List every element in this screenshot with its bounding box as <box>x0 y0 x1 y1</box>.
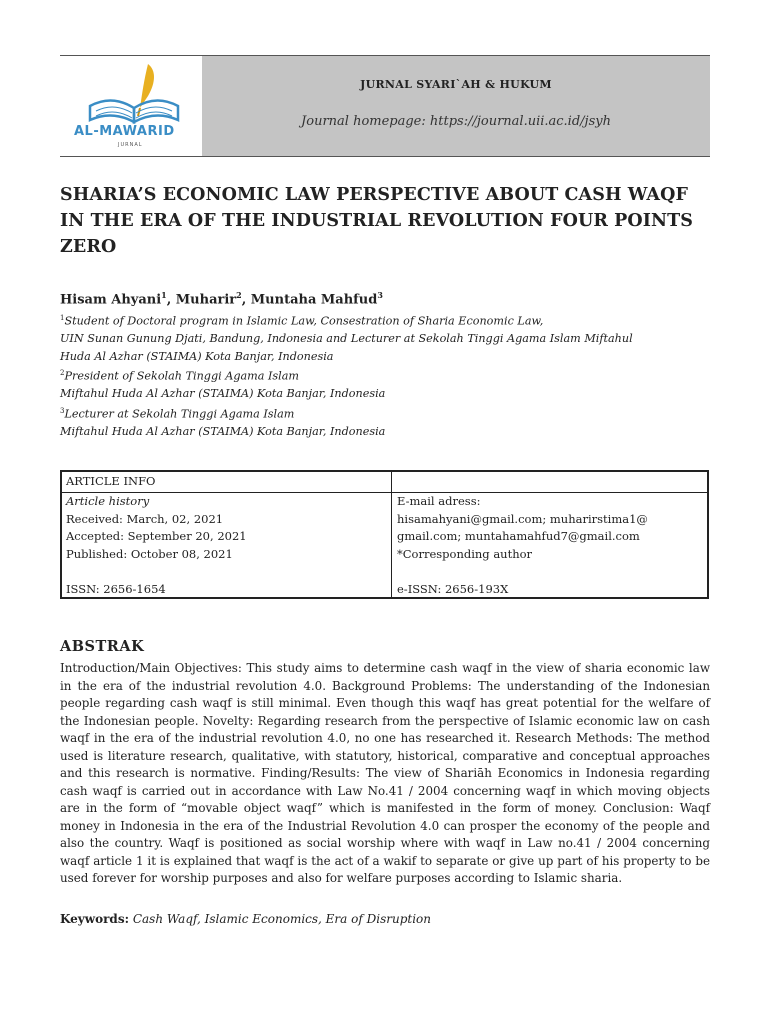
keywords <box>60 912 431 926</box>
eissn: e-ISSN: 2656-193X <box>397 581 509 596</box>
affiliation-line: UIN Sunan Gunung Djati, Bandung, Indonesia and Lecturer at Sekolah Tinggi Agama Islam Miftahul <box>60 332 633 346</box>
open-book-quill-icon <box>60 56 202 156</box>
logo-wordmark: AL-MAWARID <box>74 124 175 139</box>
author-affiliation-marker: 3 <box>377 290 383 300</box>
author-name: Muntaha Mahfud <box>250 292 378 308</box>
journal-header <box>60 55 710 157</box>
affiliation-line: $^3$Lecturer at Sekolah Tinggi Agama Islam <box>60 406 295 421</box>
journal-info-panel <box>202 56 710 156</box>
journal-homepage[interactable]: Journal homepage: https://journal.uii.ac.id/jsyh <box>301 114 611 129</box>
email-label: E-mail adress: <box>397 494 481 508</box>
abstract-body: Introduction/Main Objectives: This study aims to determine cash waqf in the view of sharia economic law in the era of the industrial revolution 4.0. Background Problems: The understanding of the Indonesian people regarding cash waqf is still minimal. Even though this waqf has great potential for the welfare of the Indonesian people. Novelty: Regarding research from the perspective of Islamic economic law on cash waqf in the era of the industrial revolution 4.0, no one has researched it. Research Methods: The method used is literature research, qualitative, with statutory, historical, comparative and conceptual approaches and this research is normative. Finding/Results: The view of Shariāh Economics in Indonesia regarding cash waqf is carried out in accordance with Law No.41 / 2004 concerning waqf in which moving objects are in the form of “movable object waqf” which is manifested in the form of money. Conclusion: Waqf money in Indonesia in the era of the Industrial Revolution 4.0 can prosper the economy of the people and also the country. Waqf is positioned as social worship where with waqf in Law no.41 / 2004 concerning waqf article 1 it is explained that waqf is the act of a wakif to separate or give up part of his property to be used forever for worship purposes and also for welfare purposes according to Islamic sharia. <box>60 661 710 885</box>
affiliation-line: Miftahul Huda Al Azhar (STAIMA) Kota Banjar, Indonesia <box>60 425 386 439</box>
author-list: Hisam Ahyani$^1$, Muharir$^2$, Muntaha Mahfud$^3$ <box>60 290 383 308</box>
article-history <box>66 493 386 598</box>
affiliation-marker: 2 <box>60 369 65 378</box>
issn: ISSN: 2656-1654 <box>66 581 166 596</box>
email-line-1[interactable]: hisamahyani@gmail.com; muharirstima1@ <box>397 511 648 526</box>
author-affiliation-marker: 2 <box>236 290 242 300</box>
corresponding-author: *Corresponding author <box>397 546 533 561</box>
abstract-heading: ABSTRAK <box>60 638 145 655</box>
author-affiliation-marker: 1 <box>161 290 167 300</box>
affiliations <box>60 310 720 441</box>
affiliation-marker: 3 <box>60 406 65 415</box>
article-title: SHARIA’S ECONOMIC LAW PERSPECTIVE ABOUT CASH WAQF IN THE ERA OF THE INDUSTRIAL REVOLUTION FOUR POINTS ZERO <box>60 185 694 257</box>
author-name: Hisam Ahyani <box>60 292 162 308</box>
article-info-header <box>62 472 707 493</box>
published-date: Published: October 08, 2021 <box>66 546 233 561</box>
table-divider <box>391 472 392 597</box>
contact-info <box>397 493 707 598</box>
accepted-date: Accepted: September 20, 2021 <box>66 529 247 543</box>
received-date: Received: March, 02, 2021 <box>66 511 224 526</box>
email-line-2[interactable]: gmail.com; muntahamahfud7@gmail.com <box>397 529 640 543</box>
journal-name: JURNAL SYARI`AH & HUKUM <box>360 78 552 91</box>
keywords-label: Keywords: <box>60 912 130 926</box>
author-name: Muharir <box>175 292 237 308</box>
affiliation-marker: 1 <box>60 314 65 322</box>
logo-subtext: JURNAL <box>118 142 143 148</box>
affiliation-line: $^2$President of Sekolah Tinggi Agama Islam <box>60 369 300 383</box>
history-label: Article history <box>66 494 150 508</box>
affiliation-line: Huda Al Azhar (STAIMA) Kota Banjar, Indonesia <box>60 349 334 363</box>
keywords-value: Cash Waqf, Islamic Economics, Era of Disruption <box>132 912 431 926</box>
affiliation-line: $^1$Student of Doctoral program in Islamic Law, Consestration of Sharia Economic Law, <box>60 314 544 328</box>
journal-logo <box>60 56 202 156</box>
article-info-table <box>60 470 709 599</box>
affiliation-line: Miftahul Huda Al Azhar (STAIMA) Kota Banjar, Indonesia <box>60 387 386 401</box>
article-info-label: ARTICLE INFO <box>66 474 156 488</box>
